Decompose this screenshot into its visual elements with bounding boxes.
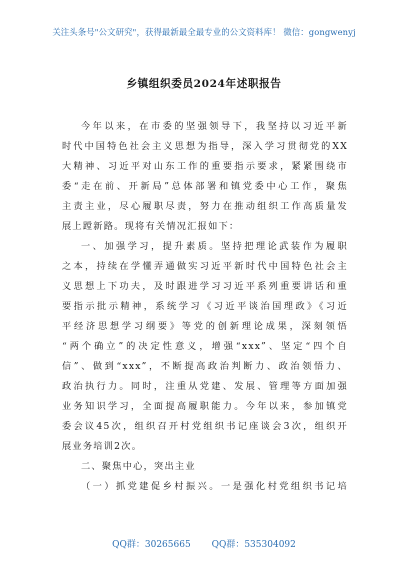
document-body bbox=[62, 117, 348, 497]
paragraph-line: 业务知识学习，全面提高履职能力。今年以来，参加镇党 bbox=[62, 401, 348, 412]
paragraph-line: 主责主业，尽心履职尽责，努力在推动组织工作高质量发 bbox=[62, 201, 348, 212]
paragraph-line: 一、加强学习，提升素质。坚持把理论武装作为履职 bbox=[81, 241, 348, 252]
section-heading: 二、聚焦中心，突出主业 bbox=[81, 461, 196, 472]
paragraph-line: 政治执行力。同时，注重从党建、发展、管理等方面加强 bbox=[62, 381, 348, 392]
paragraph-line: 平经济思想学习纲要》等党的创新理论成果，深刻领悟 bbox=[62, 321, 348, 332]
footer-contact bbox=[0, 537, 408, 550]
paragraph-line: 今年以来，在市委的坚强领导下，我坚持以习近平新 bbox=[81, 121, 348, 132]
paragraph-line: 时代中国特色社会主义思想为指导，深入学习贯彻党的XX bbox=[62, 141, 348, 152]
paragraph-line: 委“走在前、开新局”总体部署和镇党委中心工作，聚焦 bbox=[62, 181, 348, 192]
qq-group-1: QQ群：30265665 bbox=[112, 540, 191, 550]
paragraph-line: 展上蹚新路。现将有关情况汇报如下： bbox=[62, 221, 240, 232]
paragraph-line: 展业务培训2次。 bbox=[62, 441, 143, 452]
paragraph-line: 大精神、习近平对山东工作的重要指示要求，紧紧围绕市 bbox=[62, 161, 348, 172]
paragraph-line: 义思想上下功夫，及时跟进学习习近平系列重要讲话和重 bbox=[62, 281, 348, 292]
document-title: 乡镇组织委员2024年述职报告 bbox=[126, 78, 282, 90]
paragraph-line: 要指示批示精神，系统学习《习近平谈治国理政》《习近 bbox=[62, 301, 348, 312]
qq-group-2: QQ群：535304092 bbox=[211, 540, 296, 550]
paragraph-line: （一）抓党建促乡村振兴。一是强化村党组织书记培 bbox=[81, 481, 348, 492]
paragraph-line: “两个确立”的决定性意义，增强“xxx”、坚定“四个自 bbox=[62, 341, 348, 352]
paragraph-line: 之本，持续在学懂弄通做实习近平新时代中国特色社会主 bbox=[62, 261, 348, 272]
paragraph-line: 委会议45次，组织召开村党组织书记座谈会3次，组织开 bbox=[62, 421, 348, 432]
header-banner: 关注头条号"公文研究"，获得最新最全最专业的公文资料库！ 微信：gongwenyj bbox=[52, 27, 356, 37]
paragraph-line: 信”、做到“xxx”，不断提高政治判断力、政治领悟力、 bbox=[62, 361, 348, 372]
